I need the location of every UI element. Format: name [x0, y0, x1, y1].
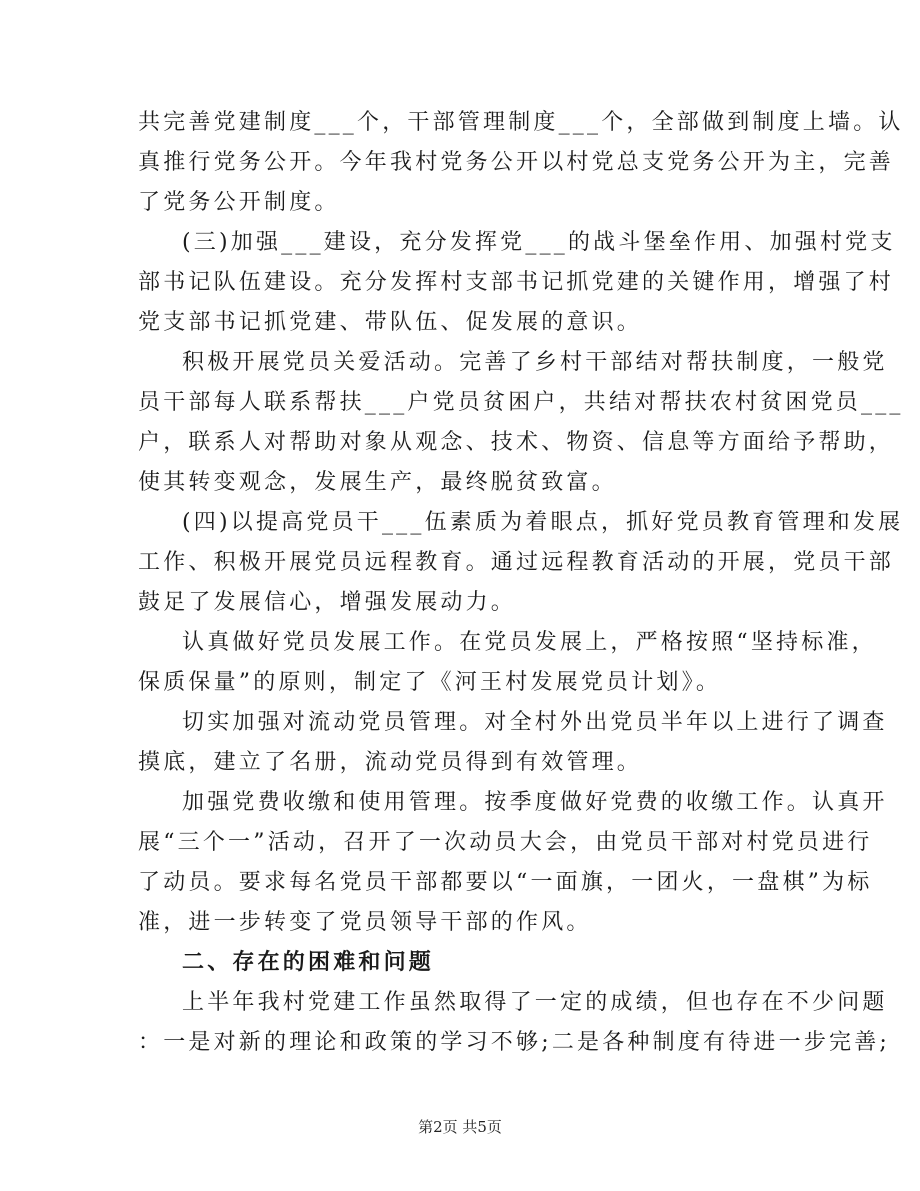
text-line: 部书记队伍建设。充分发挥村支部书记抓党建的关键作用，增强了村: [138, 270, 895, 295]
text-line: ：一是对新的理论和政策的学习不够;二是各种制度有待进一步完善;: [138, 1030, 891, 1055]
text-line: 使其转变观念，发展生产，最终脱贫致富。: [138, 470, 617, 495]
text-line: 上半年我村党建工作虽然取得了一定的成绩，但也存在不少问题: [182, 990, 888, 1015]
text-line: 摸底，建立了名册，流动党员得到有效管理。: [138, 750, 643, 775]
text-line: 了动员。要求每名党员干部都要以“一面旗，一团火，一盘棋”为标: [138, 870, 873, 895]
page-number: 第2页 共5页: [418, 1118, 502, 1136]
text-line: 准，进一步转变了党员领导干部的作风。: [138, 910, 592, 935]
section-heading: 二、存在的困难和问题: [182, 950, 435, 975]
text-line: 鼓足了发展信心，增强发展动力。: [138, 590, 517, 615]
text-line: 了党务公开制度。: [138, 190, 340, 215]
text-line: (三)加强___建设，充分发挥党___的战斗堡垒作用、加强村党支: [182, 230, 896, 255]
text-line: 工作、积极开展党员远程教育。通过远程教育活动的开展，党员干部: [138, 550, 895, 575]
text-line: 共完善党建制度___个，干部管理制度___个，全部做到制度上墙。认: [138, 110, 904, 135]
text-line: 员干部每人联系帮扶___户党员贫困户，共结对帮扶农村贫困党员___: [138, 390, 904, 415]
text-line: 积极开展党员关爱活动。完善了乡村干部结对帮扶制度，一般党: [182, 350, 888, 375]
text-line: 党支部书记抓党建、带队伍、促发展的意识。: [138, 310, 643, 335]
text-line: 展“三个一”活动，召开了一次动员大会，由党员干部对村党员进行: [138, 830, 873, 855]
text-line: 切实加强对流动党员管理。对全村外出党员半年以上进行了调查: [182, 710, 888, 735]
text-line: 加强党费收缴和使用管理。按季度做好党费的收缴工作。认真开: [182, 790, 888, 815]
text-line: 户，联系人对帮助对象从观念、技术、物资、信息等方面给予帮助，: [138, 430, 895, 455]
text-line: 真推行党务公开。今年我村党务公开以村党总支党务公开为主，完善: [138, 150, 895, 175]
text-line: 保质保量”的原则，制定了《河王村发展党员计划》。: [138, 670, 722, 695]
text-line: (四)以提高党员干___伍素质为着眼点，抓好党员教育管理和发展: [182, 510, 904, 535]
text-line: 认真做好党员发展工作。在党员发展上，严格按照“坚持标准，: [182, 630, 877, 655]
